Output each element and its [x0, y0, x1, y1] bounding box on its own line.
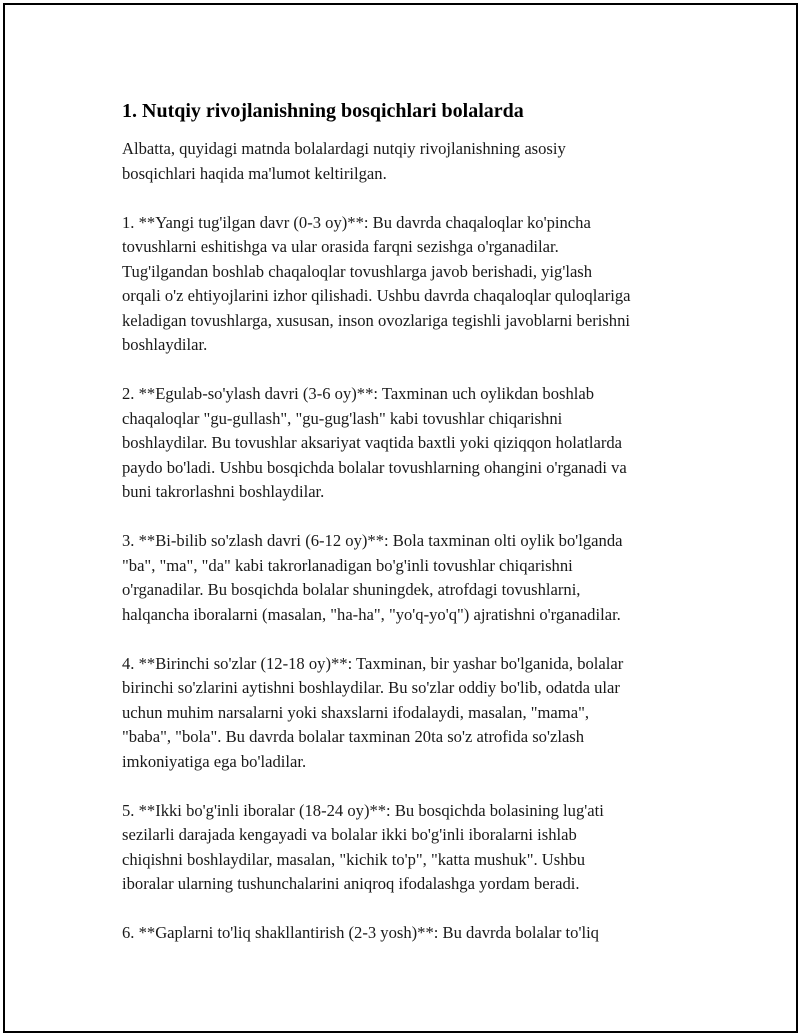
text-line: 2. **Egulab-so'ylash davri (3-6 oy)**: Taxminan uch oylikdan boshlab	[122, 384, 595, 403]
text-line: chaqaloqlar "gu-gullash", "gu-gug'lash" kabi tovushlar chiqarishni	[122, 408, 563, 428]
text-line: bosqichlari haqida ma'lumot keltirilgan.	[122, 163, 387, 183]
text-line: "ba", "ma", "da" kabi takrorlanadigan bo'g'inli tovushlar chiqarishni	[122, 555, 573, 575]
text-line: 5. **Ikki bo'g'inli iboralar (18-24 oy)**: Bu bosqichda bolasining lug'ati	[122, 800, 604, 820]
intro-paragraph	[122, 137, 682, 186]
text-line: 6. **Gaplarni to'liq shakllantirish (2-3 yosh)**: Bu davrda bolalar to'liq	[122, 923, 599, 942]
text-line: 3. **Bi-bilib so'zlash davri (6-12 oy)**: Bola taxminan olti oylik bo'lganda	[122, 531, 623, 550]
text-line: halqancha iboralarni (masalan, "ha-ha", "yo'q-yo'q") ajratishni o'rganadilar.	[122, 604, 621, 624]
text-line: buni takrorlashni boshlaydilar.	[122, 482, 325, 501]
text-line: "baba", "bola". Bu davrda bolalar taxminan 20ta so'z atrofida so'zlash	[122, 727, 585, 746]
stage-5-paragraph	[122, 799, 682, 897]
text-line: chiqishni boshlaydilar, masalan, "kichik to'p", "katta mushuk". Ushbu	[122, 849, 586, 869]
text-line: Albatta, quyidagi matnda bolalardagi nutqiy rivojlanishning asosiy	[122, 139, 566, 158]
text-line: Tug'ilgandan boshlab chaqaloqlar tovushlarga javob berishadi, yig'lash	[122, 261, 593, 281]
text-line: imkoniyatiga ega bo'ladilar.	[122, 751, 307, 771]
text-line: paydo bo'ladi. Ushbu bosqichda bolalar tovushlarning ohangini o'rganadi va	[122, 457, 627, 477]
text-line: orqali o'z ehtiyojlarini izhor qilishadi. Ushbu davrda chaqaloqlar quloqlariga	[122, 286, 631, 305]
document-body	[122, 99, 682, 970]
text-line: boshlaydilar.	[122, 335, 208, 354]
stage-2-paragraph	[122, 382, 682, 505]
stage-4-paragraph	[122, 652, 682, 775]
text-line: birinchi so'zlarini aytishni boshlaydilar. Bu so'zlar oddiy bo'lib, odatda ular	[122, 678, 620, 697]
text-line: 4. **Birinchi so'zlar (12-18 oy)**: Taxminan, bir yashar bo'lganida, bolalar	[122, 653, 624, 673]
text-line: o'rganadilar. Bu bosqichda bolalar shuningdek, atrofdagi tovushlarni,	[122, 580, 581, 599]
document-title: 1. Nutqiy rivojlanishning bosqichlari bolalarda	[122, 100, 524, 122]
text-line: keladigan tovushlarga, xususan, inson ovozlariga tegishli javoblarni berishni	[122, 310, 631, 330]
text-line: iboralar ularning tushunchalarini aniqroq ifodalashga yordam beradi.	[122, 874, 580, 893]
stage-6-paragraph	[122, 921, 682, 946]
text-line: 1. **Yangi tug'ilgan davr (0-3 oy)**: Bu davrda chaqaloqlar ko'pincha	[122, 212, 591, 232]
stage-3-paragraph	[122, 529, 682, 627]
text-line: sezilarli darajada kengayadi va bolalar ikki bo'g'inli iboralarni ishlab	[122, 825, 577, 844]
stage-1-paragraph	[122, 211, 682, 358]
text-line: boshlaydilar. Bu tovushlar aksariyat vaqtida baxtli yoki qiziqqon holatlarda	[122, 433, 623, 452]
page-frame	[3, 3, 798, 1033]
text-line: tovushlarni eshitishga va ular orasida farqni sezishga o'rganadilar.	[122, 237, 559, 256]
text-line: uchun muhim narsalarni yoki shaxslarni ifodalaydi, masalan, "mama",	[122, 702, 589, 722]
